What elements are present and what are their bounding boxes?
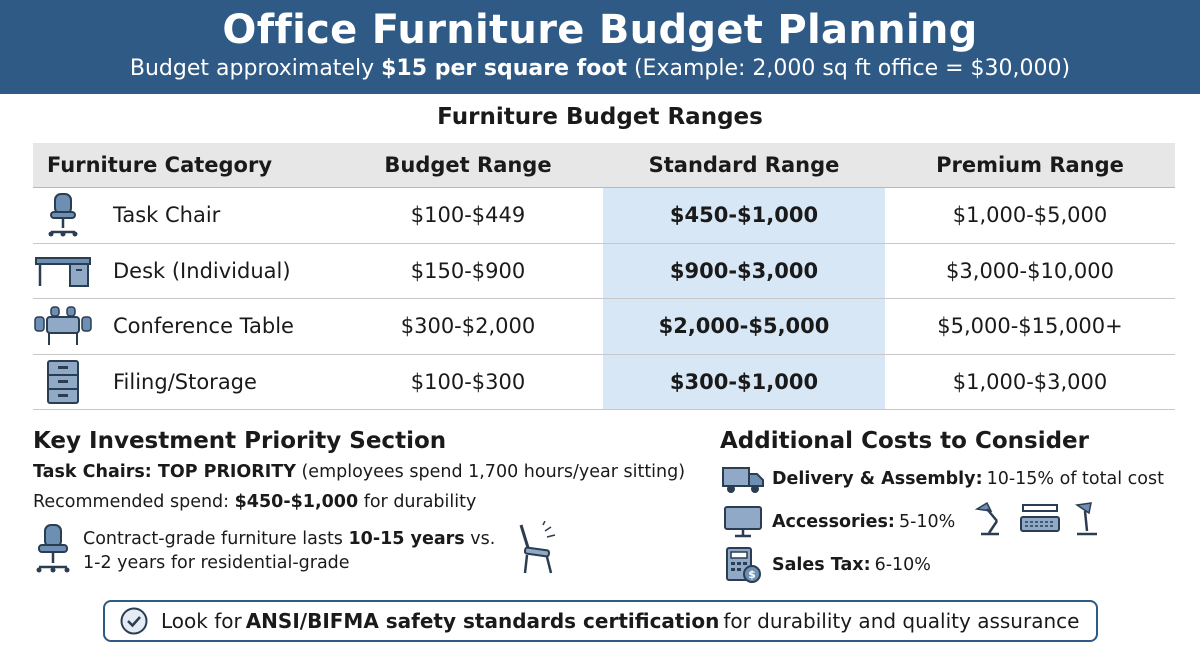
costs-title: Additional Costs to Consider xyxy=(720,428,1089,454)
task-chair-icon xyxy=(33,190,93,240)
table-row xyxy=(33,355,1175,411)
table-row xyxy=(33,244,1175,300)
cost-label: Accessories: xyxy=(772,511,895,532)
filing-cabinet-icon xyxy=(33,357,93,407)
contract-note xyxy=(33,521,713,581)
budget-cell: $100-$300 xyxy=(410,369,526,394)
priority-line-2 xyxy=(33,487,713,517)
desk-lamp-icon xyxy=(973,501,1009,542)
recommended-range: $450-$1,000 xyxy=(234,492,359,512)
cost-value: 10-15% of total cost xyxy=(986,468,1164,489)
conference-table-icon xyxy=(33,301,93,351)
cost-item-accessories xyxy=(720,500,1190,543)
contract-post: vs. 1-2 years for residential-grade xyxy=(83,529,496,573)
category-cell xyxy=(33,357,333,407)
task-lamp-icon xyxy=(1071,501,1101,542)
column-header-premium: Premium Range xyxy=(936,153,1124,177)
delivery-truck-icon xyxy=(720,464,766,494)
priority-highlight: Task Chairs: TOP PRIORITY xyxy=(33,462,296,482)
category-cell xyxy=(33,301,333,351)
cost-item-delivery xyxy=(720,457,1190,500)
priority-line-1 xyxy=(33,457,713,487)
certification-callout xyxy=(103,600,1098,642)
subtitle-highlight: $15 per square foot xyxy=(381,56,627,81)
category-label: Filing/Storage xyxy=(113,369,257,394)
contract-pre: Contract-grade furniture lasts xyxy=(83,529,349,549)
task-chair-icon xyxy=(33,523,73,579)
budget-cell: $100-$449 xyxy=(410,203,526,228)
checkmark-circle-icon xyxy=(119,606,149,636)
premium-cell: $3,000-$10,000 xyxy=(946,258,1114,283)
svg-text:$: $ xyxy=(748,567,756,581)
contract-years: 10-15 years xyxy=(348,529,465,549)
cost-value: 5-10% xyxy=(898,511,956,532)
standard-cell: $2,000-$5,000 xyxy=(658,314,830,339)
budget-cell: $150-$900 xyxy=(410,258,526,283)
cost-value: 6-10% xyxy=(874,554,931,575)
subtitle-text: Budget approximately xyxy=(129,56,382,81)
table-row xyxy=(33,188,1175,244)
standard-cell: $300-$1,000 xyxy=(669,369,819,394)
category-cell xyxy=(33,190,333,240)
priority-title: Key Investment Priority Section xyxy=(33,428,447,454)
category-label: Task Chair xyxy=(113,203,221,228)
cost-item-sales-tax xyxy=(720,543,1190,586)
priority-detail: (employees spend 1,700 hours/year sitting) xyxy=(295,462,686,482)
page-subtitle xyxy=(0,54,1200,84)
category-cell xyxy=(33,246,333,296)
monitor-icon xyxy=(720,505,766,539)
broken-chair-icon xyxy=(513,521,563,581)
budget-table xyxy=(33,143,1175,410)
recommended-suffix: for durability xyxy=(358,492,477,512)
subtitle-example: (Example: 2,000 sq ft office = $30,000) xyxy=(626,56,1071,81)
premium-cell: $5,000-$15,000+ xyxy=(937,314,1123,339)
category-label: Desk (Individual) xyxy=(113,258,291,283)
column-header-standard: Standard Range xyxy=(648,153,840,177)
keyboard-icon xyxy=(1019,503,1061,540)
standard-cell: $450-$1,000 xyxy=(669,203,819,228)
page-title: Office Furniture Budget Planning xyxy=(222,7,978,53)
column-header-budget: Budget Range xyxy=(384,153,552,177)
callout-post: for durability and quality assurance xyxy=(723,609,1080,633)
column-header-category: Furniture Category xyxy=(47,153,273,177)
header-banner xyxy=(0,0,1200,94)
table-title: Furniture Budget Ranges xyxy=(437,104,763,130)
additional-costs-section xyxy=(720,425,1190,586)
priority-section xyxy=(33,425,713,581)
recommended-label: Recommended spend: xyxy=(33,492,235,512)
table-row xyxy=(33,299,1175,355)
cost-label: Delivery & Assembly: xyxy=(772,468,983,489)
desk-icon xyxy=(33,246,93,296)
calculator-icon xyxy=(720,546,766,584)
premium-cell: $1,000-$3,000 xyxy=(952,369,1108,394)
callout-pre: Look for xyxy=(161,609,242,633)
table-header-row xyxy=(33,143,1175,188)
budget-cell: $300-$2,000 xyxy=(400,314,536,339)
standard-cell: $900-$3,000 xyxy=(669,258,819,283)
premium-cell: $1,000-$5,000 xyxy=(952,203,1108,228)
cost-label: Sales Tax: xyxy=(772,554,871,575)
callout-certification: ANSI/BIFMA safety standards certification xyxy=(245,609,720,633)
contract-text xyxy=(83,527,513,575)
category-label: Conference Table xyxy=(113,314,294,339)
